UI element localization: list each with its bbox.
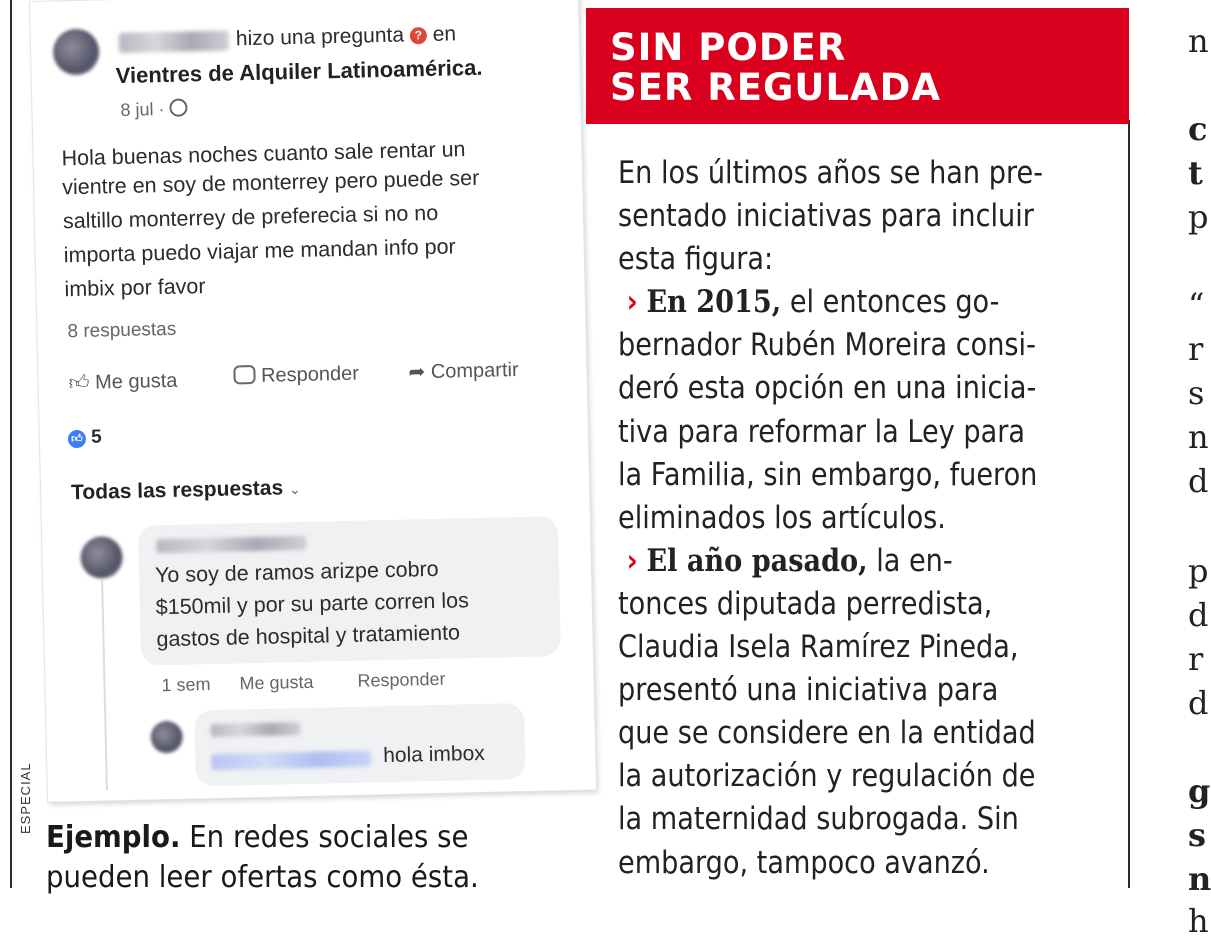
poster-name-blurred xyxy=(119,30,229,52)
comment-line: gastos de hospital y tratamiento xyxy=(156,620,461,652)
fragment: “ xyxy=(1188,286,1205,324)
comment-time: 1 sem xyxy=(161,674,211,696)
in-word: en xyxy=(432,22,457,46)
facebook-post-photo xyxy=(30,0,596,802)
body-line: Claudia Isela Ramírez Pineda, xyxy=(618,629,1019,666)
comment-bubble xyxy=(138,516,561,665)
body-line: bernador Rubén Moreira consi- xyxy=(618,327,1036,364)
item-first-line: › En 2015, el entonces go- xyxy=(626,284,1000,321)
post-body-line: saltillo monterrey de preferecia si no no xyxy=(62,200,439,234)
section-body xyxy=(618,152,1128,885)
chevron-down-icon: ⌄ xyxy=(288,480,301,498)
fragment: d xyxy=(1188,596,1209,634)
body-line: presentó una iniciativa para xyxy=(618,672,999,709)
post-body-line: vientre en soy de monterrey pero puede ser xyxy=(61,165,480,200)
fragment: c xyxy=(1188,110,1208,148)
caption-lead: Ejemplo. xyxy=(46,820,181,855)
fragment: r xyxy=(1188,640,1204,678)
reactions[interactable]: 👍︎ 5 xyxy=(68,426,102,449)
post-body-line: importa puedo viajar me mandan info por xyxy=(63,234,456,268)
reply-action[interactable]: Responder xyxy=(233,363,359,389)
share-arrow-icon: ➦ xyxy=(408,361,426,384)
post-header xyxy=(236,22,457,51)
comment-line: $150mil y por su parte corren los xyxy=(155,588,470,620)
mention-blurred xyxy=(211,750,371,770)
body-line: tiva para reformar la Ley para xyxy=(618,413,1025,450)
body-line: la maternidad subrogada. Sin xyxy=(618,801,1019,838)
section-banner xyxy=(586,8,1129,124)
fragment: n xyxy=(1188,22,1209,60)
share-action[interactable]: ➦ Compartir xyxy=(408,359,519,384)
body-line: deró esta opción en una inicia- xyxy=(618,370,1037,407)
thumbs-up-icon: 👍︎ xyxy=(68,371,90,395)
fragment: r xyxy=(1188,330,1204,368)
fragment: t xyxy=(1188,154,1203,192)
fragment: n xyxy=(1188,418,1209,456)
asked-text: hizo una pregunta xyxy=(235,23,405,51)
group-name[interactable]: Vientres de Alquiler Latinoamérica. xyxy=(115,54,483,89)
fragment: h xyxy=(1188,902,1209,940)
commenter-avatar xyxy=(80,536,123,579)
post-body-line: imbix por favor xyxy=(64,274,206,302)
fragment: g xyxy=(1188,772,1211,810)
poster-avatar xyxy=(53,28,100,75)
replier-name-blurred xyxy=(210,722,300,737)
body-line: la Familia, sin embargo, fueron xyxy=(618,456,1038,493)
question-icon: ? xyxy=(410,27,427,44)
item-lead: En 2015, xyxy=(646,284,782,321)
comment-line: Yo soy de ramos arizpe cobro xyxy=(154,556,439,588)
body-line: esta figura: xyxy=(618,241,774,278)
body-line: embargo, tampoco avanzó. xyxy=(618,844,990,881)
fragment: p xyxy=(1188,198,1209,236)
thread-line xyxy=(101,580,108,790)
globe-icon xyxy=(169,98,187,116)
all-replies-filter[interactable]: Todas las respuestas ⌄ xyxy=(70,476,301,505)
reply-text: hola imbox xyxy=(382,741,485,768)
comment-like[interactable]: Me gusta xyxy=(239,671,314,694)
like-reaction-icon: 👍︎ xyxy=(68,430,86,448)
comment-reply[interactable]: Responder xyxy=(357,668,446,691)
item-first-line: › El año pasado, la en- xyxy=(626,542,953,579)
replies-count[interactable]: 8 respuestas xyxy=(67,318,177,343)
body-line: que se considere en la entidad xyxy=(618,715,1036,752)
replier-avatar xyxy=(150,721,183,754)
body-line: sentado iniciativas para incluir xyxy=(618,198,1034,235)
left-column-rule xyxy=(10,0,12,888)
speech-bubble-icon xyxy=(233,365,255,384)
reply-bubble xyxy=(194,703,526,786)
fragment: n xyxy=(1188,860,1211,898)
section-title: SIN PODER SER REGULADA xyxy=(610,26,942,109)
post-body-line: Hola buenas noches cuanto sale rentar un xyxy=(61,137,466,171)
photo-credit: ESPECIAL xyxy=(18,762,33,834)
photo-caption xyxy=(46,818,524,898)
commenter-name-blurred xyxy=(156,536,306,553)
right-column-rule xyxy=(1128,120,1130,888)
fragment: p xyxy=(1188,552,1209,590)
caption-line1: En redes sociales se xyxy=(180,820,469,855)
body-line: la autorización y regulación de xyxy=(618,758,1036,795)
fragment: s xyxy=(1188,374,1205,412)
fragment: s xyxy=(1188,816,1207,854)
fragment: d xyxy=(1188,684,1209,722)
body-line: En los últimos años se han pre- xyxy=(618,155,1044,191)
body-line: tonces diputada perredista, xyxy=(618,585,993,622)
item-lead: El año pasado, xyxy=(646,542,868,579)
body-line: eliminados los artículos. xyxy=(618,499,946,536)
arrow-icon: › xyxy=(626,542,638,579)
caption-line2: pueden leer ofertas como ésta. xyxy=(46,860,479,895)
fragment: d xyxy=(1188,462,1209,500)
like-action[interactable]: 👍︎ Me gusta xyxy=(68,369,178,395)
post-date: 8 jul · xyxy=(120,98,187,121)
arrow-icon: › xyxy=(626,284,638,321)
